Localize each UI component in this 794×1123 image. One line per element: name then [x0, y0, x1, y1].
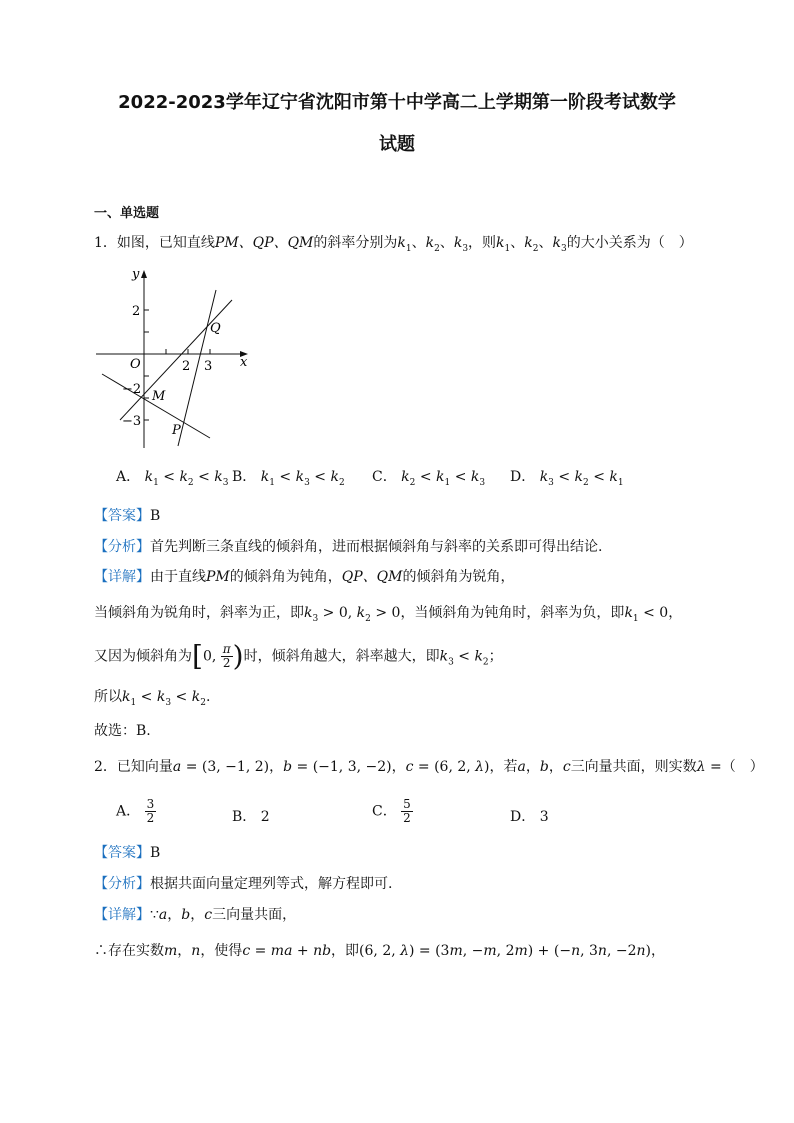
x-axis-label: x — [240, 355, 248, 370]
q1-conclusion: 故选：B. — [94, 723, 151, 739]
q1-number: 1． — [94, 235, 117, 251]
line-pm — [102, 374, 210, 438]
q2-option-a[interactable]: A． $\frac{3}{2}$ — [116, 797, 155, 825]
q2-stem: 2．已知向量a = (3, −1, 2)，b = (−1, 3, −2)，c = (6, 2, λ)，若a，b，c三向量共面，则实数λ =（ ） — [94, 759, 764, 775]
q2-option-b[interactable]: B． 2 — [232, 809, 270, 825]
q1-detail-line-2: 当倾斜角为锐角时，斜率为正，即$k_3 > 0$, $k_2 > 0$，当倾斜角为钝角时，斜率为负，即$k_1 < 0$， — [94, 605, 683, 624]
point-label-p: P — [172, 423, 181, 438]
q1-detail-line-4: 所以$k_1 < k_3 < k_2$. — [94, 689, 211, 708]
point-label-q: Q — [210, 321, 221, 336]
q2-answer: 【答案】B — [94, 845, 161, 861]
q2-analysis: 【分析】根据共面向量定理列等式，解方程即可. — [94, 876, 393, 892]
q1-answer: 【答案】B — [94, 508, 161, 524]
q1-coordinate-graph — [92, 262, 262, 454]
q2-detail-line-2: ∴存在实数m，n，使得c = ma + nb，即(6, 2, λ) = (3m, −m, 2m) + (−n, 3n, −2n)， — [94, 943, 665, 959]
q1-option-a[interactable]: A． $k_1 < k_2 < k_3$ — [116, 469, 229, 488]
q2-option-c[interactable]: C． $\frac{5}{2}$ — [372, 797, 411, 825]
point-label-m: M — [152, 389, 166, 404]
q1-detail-line-3: 又因为倾斜角为[0, $\frac{\pi}{2}$ )时，倾斜角越大，斜率越大，即$k_3 < k_2$； — [94, 639, 503, 673]
q1-option-b[interactable]: B． $k_1 < k_3 < k_2$ — [232, 469, 345, 488]
origin-label: O — [130, 357, 141, 372]
tick-label-y2: 2 — [132, 304, 141, 319]
tick-label-ym3: −3 — [122, 414, 142, 429]
q1-analysis: 【分析】首先判断三条直线的倾斜角，进而根据倾斜角与斜率的关系即可得出结论. — [94, 539, 603, 555]
q2-detail-line-1: 【详解】∵a，b，c三向量共面， — [94, 907, 297, 923]
y-axis-arrow — [141, 270, 147, 278]
q1-option-c[interactable]: C． $k_2 < k_1 < k_3$ — [372, 469, 486, 488]
document-title-line-1: 2022-2023学年辽宁省沈阳市第十中学高二上学期第一阶段考试数学 — [118, 92, 676, 113]
section-heading: 一、单选题 — [94, 206, 160, 221]
q1-detail-line-1: 【详解】由于直线PM的倾斜角为钝角，QP、QM的倾斜角为锐角， — [94, 569, 515, 585]
tick-label-x3: 3 — [204, 359, 213, 374]
q1-stem: 1．如图，已知直线PM、QP、QM的斜率分别为$k_1$、$k_2$、$k_3$，则$k_1$、$k_2$、$k_3$的大小关系为（ ） — [94, 235, 693, 254]
q2-number: 2． — [94, 759, 117, 775]
tick-label-x2: 2 — [182, 359, 191, 374]
tick-label-ym2: −2 — [122, 382, 142, 397]
document-title-line-2: 试题 — [379, 134, 415, 155]
q2-option-d[interactable]: D． 3 — [510, 809, 549, 825]
q1-option-d[interactable]: D． $k_3 < k_2 < k_1$ — [510, 469, 624, 488]
y-axis-label: y — [132, 267, 140, 282]
